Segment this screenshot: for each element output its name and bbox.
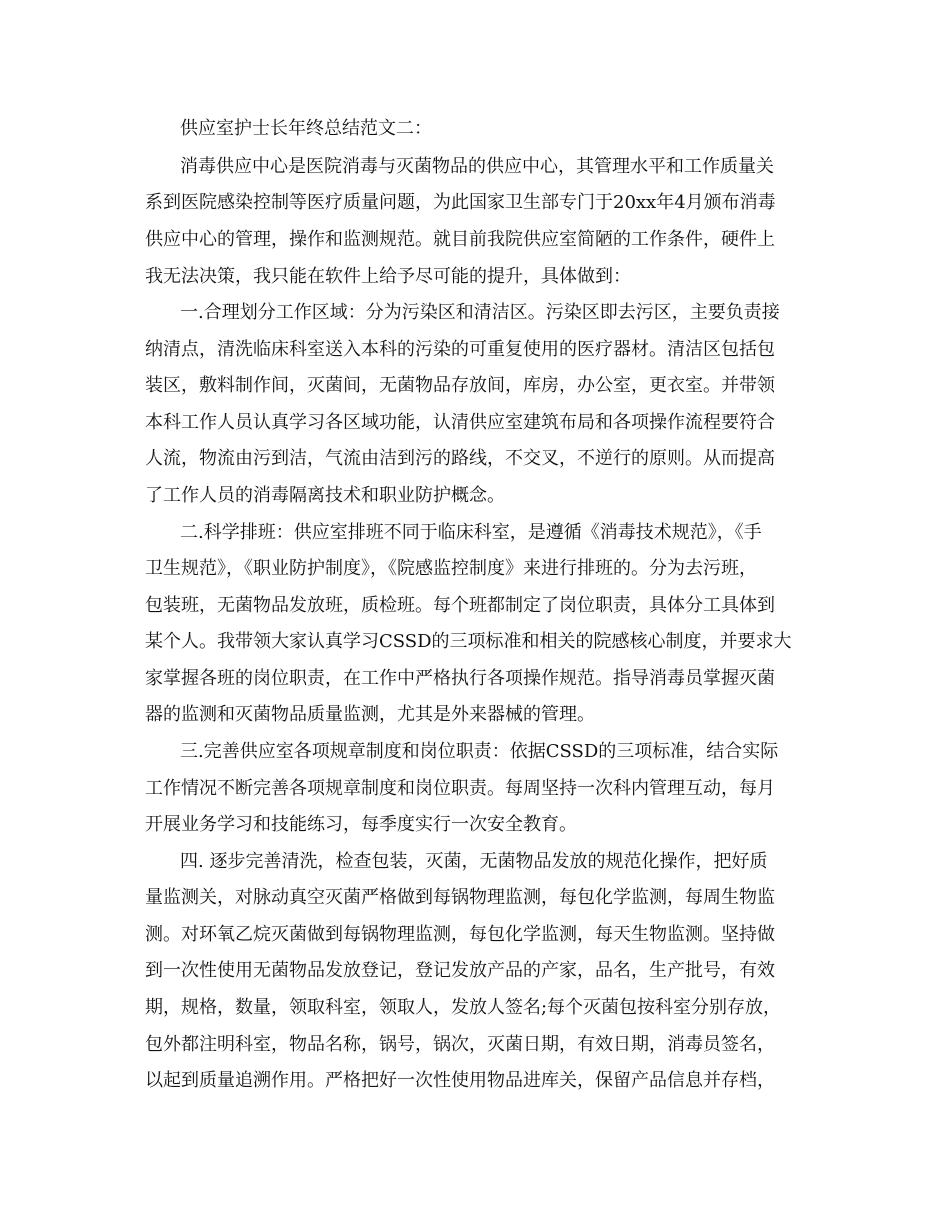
text-line: 一.合理划分工作区域：分为污染区和清洁区。污染区即去污区，主要负责接 <box>180 302 780 323</box>
text-line: 测。对环氧乙烷灭菌做到每锅物理监测，每包化学监测，每天生物监测。坚持做 <box>145 924 775 945</box>
text-line: 系到医院感染控制等医疗质量问题，为此国家卫生部专门于20xx年4月颁布消毒 <box>145 192 776 213</box>
text-line: 器的监测和灭菌物品质量监测，尤其是外来器械的管理。 <box>145 704 595 725</box>
text-line: 纳清点，清洗临床科室送入本科的污染的可重复使用的医疗器材。清洁区包括包 <box>145 339 775 360</box>
text-line: 工作情况不断完善各项规章制度和岗位职责。每周坚持一次科内管理互动，每月 <box>145 778 775 799</box>
text-line: 了工作人员的消毒隔离技术和职业防护概念。 <box>145 485 505 506</box>
text-line: 某个人。我带领大家认真学习CSSD的三项标准和相关的院感核心制度，并要求大 <box>145 631 792 652</box>
heading: 供应室护士长年终总结范文二： <box>180 118 432 139</box>
text-line: 人流，物流由污到洁，气流由洁到污的路线，不交叉，不逆行的原则。从而提高 <box>145 448 775 469</box>
text-line: 消毒供应中心是医院消毒与灭菌物品的供应中心，其管理水平和工作质量关 <box>180 156 774 177</box>
text-line: 四. 逐步完善清洗，检查包装，灭菌，无菌物品发放的规范化操作，把好质 <box>180 851 768 872</box>
text-line: 到一次性使用无菌物品发放登记，登记发放产品的产家，品名，生产批号，有效 <box>145 960 775 981</box>
text-line: 期，规格，数量，领取科室，领取人，发放人签名;每个灭菌包按科室分别存放， <box>145 997 782 1018</box>
text-line: 卫生规范》，《职业防护制度》，《院感监控制度》来进行排班的。分为去污班， <box>145 558 757 579</box>
text-line: 包装班，无菌物品发放班，质检班。每个班都制定了岗位职责，具体分工具体到 <box>145 595 775 616</box>
text-line: 包外都注明科室，物品名称，锅号，锅次，灭菌日期，有效日期，消毒员签名， <box>145 1034 775 1055</box>
text-line: 量监测关，对脉动真空灭菌严格做到每锅物理监测，每包化学监测，每周生物监 <box>145 887 775 908</box>
text-line: 装区，敷料制作间，灭菌间，无菌物品存放间，库房，办公室，更衣室。并带领 <box>145 375 775 396</box>
text-line: 我无法决策，我只能在软件上给予尽可能的提升，具体做到： <box>145 266 631 287</box>
text-line: 以起到质量追溯作用。严格把好一次性使用物品进库关，保留产品信息并存档， <box>145 1070 775 1091</box>
text-line: 供应中心的管理，操作和监测规范。就目前我院供应室简陋的工作条件，硬件上 <box>145 229 775 250</box>
text-line: 开展业务学习和技能练习，每季度实行一次安全教育。 <box>145 814 577 835</box>
text-line: 二.科学排班：供应室排班不同于临床科室，是遵循《消毒技术规范》，《手 <box>180 522 762 543</box>
text-line: 家掌握各班的岗位职责，在工作中严格执行各项操作规范。指导消毒员掌握灭菌 <box>145 668 775 689</box>
text-line: 本科工作人员认真学习各区域功能，认清供应室建筑布局和各项操作流程要符合 <box>145 412 775 433</box>
text-line: 三.完善供应室各项规章制度和岗位职责：依据CSSD的三项标准，结合实际 <box>180 741 779 762</box>
